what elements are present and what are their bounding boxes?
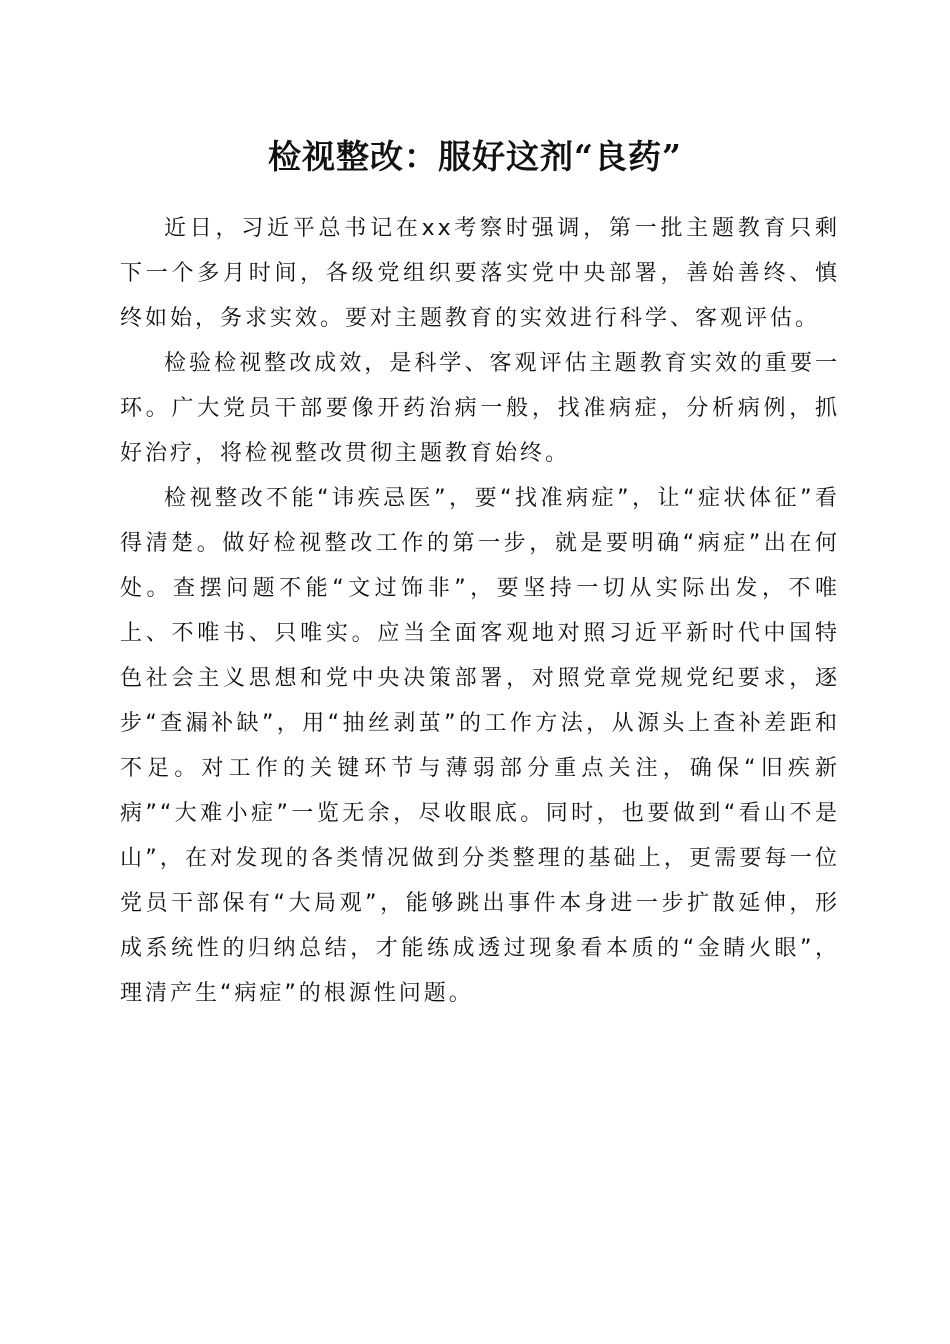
paragraph: 近日，习近平总书记在xx考察时强调，第一批主题教育只剩下一个多月时间，各级党组织要落实党中央部署，善始善终、慎终如始，务求实效。要对主题教育的实效进行科学、客观评估。 (120, 216, 840, 331)
paragraph: 检验检视整改成效，是科学、客观评估主题教育实效的重要一环。广大党员干部要像开药治病一般，找准病症，分析病例，抓好治疗，将检视整改贯彻主题教育始终。 (120, 351, 840, 466)
document-title: 检视整改：服好这剂“良药” (268, 137, 682, 176)
document-body (120, 206, 840, 1016)
paragraph: 检视整改不能“讳疾忌医”，要“找准病症”，让“症状体征”看得清楚。做好检视整改工作的第一步，就是要明确“病症”出在何处。查摆问题不能“文过饰非”，要坚持一切从实际出发，不唯上、不唯书、只唯实。应当全面客观地对照习近平新时代中国特色社会主义思想和党中央决策部署，对照党章党规党纪要求，逐步“查漏补缺”，用“抽丝剥茧”的工作方法，从源头上查补差距和不足。对工作的关键环节与薄弱部分重点关注，确保“旧疾新病”“大难小症”一览无余，尽收眼底。同时，也要做到“看山不是山”，在对发现的各类情况做到分类整理的基础上，更需要每一位党员干部保有“大局观”，能够跳出事件本身进一步扩散延伸，形成系统性的归纳总结，才能练成透过现象看本质的“金睛火眼”，理清产生“病症”的根源性问题。 (120, 486, 840, 1006)
